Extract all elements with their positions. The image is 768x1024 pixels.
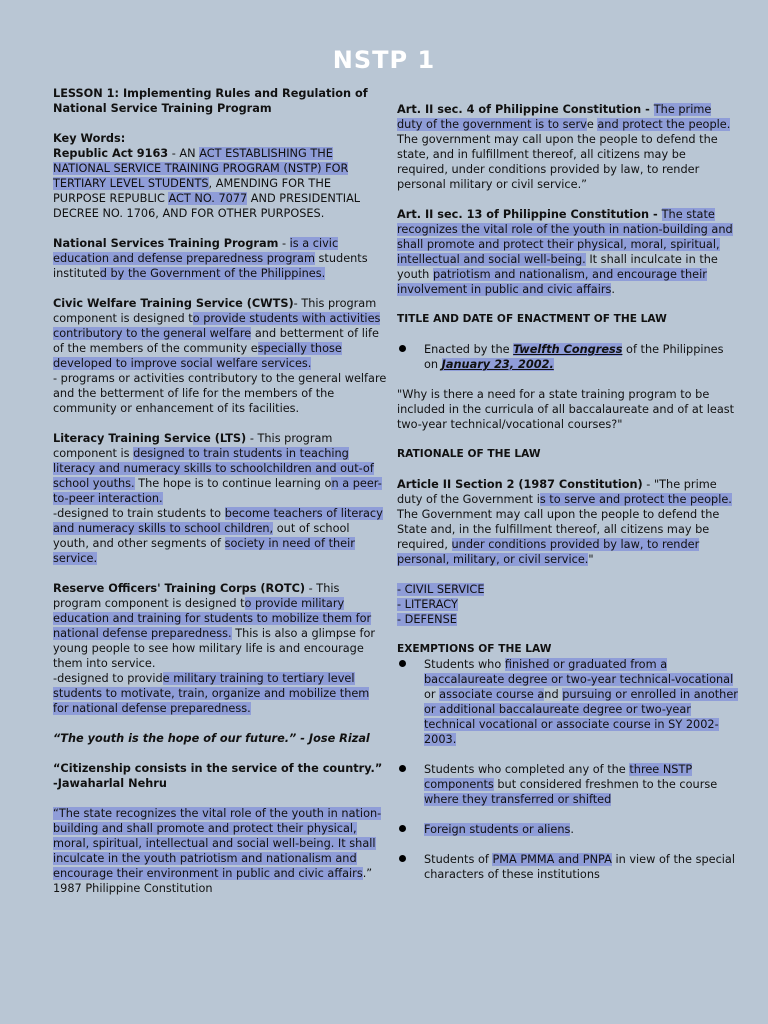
republic-act-label: Republic Act 9163 [53,147,169,160]
congress-name: Twelfth Congress [513,343,623,356]
text-segment: -designed to provid [53,672,163,685]
bullet-icon [399,660,406,667]
text-segment: Enacted by the [424,343,514,356]
text-segment: It shall inculcate in the youth [397,253,718,281]
lts-note [53,506,387,566]
exemption-item [397,657,739,747]
rotc-definition [53,581,387,671]
lts-label: Literacy Training Service (LTS) [53,432,247,445]
art2-sec13-paragraph [397,207,739,297]
highlighted-text: - CIVIL SERVICE [397,583,485,596]
republic-act-paragraph [53,146,387,221]
text-segment: nd [544,688,563,701]
text-segment: out of school youth, and other segments of [53,522,350,550]
text-segment: of the Philippines on [424,343,724,371]
highlighted-text: s to serve and protect the people. [539,493,732,506]
highlighted-text: o provide military education and training for students to mobilize them for national defense preparedness. [53,597,372,640]
highlighted-text: is a civic education and defense preparedness program [53,237,339,265]
text-segment: . [611,283,615,296]
highlighted-text: ACT NO. 7077 [168,192,248,205]
art2-sec2-paragraph [397,477,739,567]
list-item [397,582,739,597]
key-words-heading: Key Words: [53,132,126,145]
art2-sec13-label: Art. II sec. 13 of Philippine Constitution - [397,208,662,221]
highlighted-text: e military training to tertiary level students to motivate, train, organize and mobilize them for national defense preparedness. [53,672,370,715]
constitution-quote [53,806,387,896]
highlighted-text: designed to train students in teaching literacy and numeracy skills to schoolchildren and out-of school youths. [53,447,374,490]
highlighted-text: “The state recognizes the vital role of the youth in nation-building and shall promote and protect their physical, moral, spiritual, intellectual and social well-being. It shall inculcate in the youth patriotism and nationalism and encourage their environment in public and civic affairs [53,807,382,880]
highlighted-text: patriotism and nationalism, and encourage their involvement in public and civic affairs [397,268,707,296]
highlighted-text: d by the Government of the Philippines. [99,267,326,280]
text-segment: or [424,688,440,701]
lts-definition [53,431,387,506]
text-segment: and betterment of life of the members of the community e [53,327,379,355]
highlighted-text: The state recognizes the vital role of the youth in nation-building and shall promote and protect their physical, moral, spiritual, intellectual and social well-being. [397,208,733,266]
bullet-icon [399,825,406,832]
highlighted-text: specially tho [257,342,330,355]
highlighted-text: - LITERACY [397,598,458,611]
enactment-date: January 23, 2002. [441,358,554,371]
bullet-icon [399,855,406,862]
text-segment: .” 1987 Philippine Constitution [53,867,373,895]
nehru-quote: “Citizenship consists in the service of the country.” -Jawaharlal Nehru [53,762,383,790]
highlighted-text: n a peer-to-peer interaction. [53,477,382,505]
rationale-heading: RATIONALE OF THE LAW [397,448,541,460]
list-item [397,597,739,612]
exemption-item [397,762,739,807]
highlighted-text: become teachers of literacy and numeracy skills to school children, [53,507,383,535]
text-segment: This is also a glimpse for young people to see how military life is and encourage them into service. [53,627,376,670]
rizal-quote: “The youth is the hope of our future.” - Jose Rizal [53,732,370,745]
highlighted-text: PMA PMMA and PNPA [492,853,612,866]
text-segment: The Government may call upon the people to defend the State and, in the fulfillment thereof, all citizens may be required, [397,508,720,551]
highlighted-text: finished or graduated from a baccalaureate degree or two-year technical-vocational [424,658,734,686]
cwts-note: - programs or activities contributory to the general welfare and the betterment of life for the members of the community or enhancement of its facilities. [53,372,387,415]
text-segment: students institute [53,252,368,280]
bullet-icon [399,345,406,352]
highlighted-text: - DEFENSE [397,613,457,626]
text-segment: Students who [424,658,505,671]
list-item [397,612,739,627]
bullet-icon [399,765,406,772]
nstp-label: National Services Training Program [53,237,279,250]
rotc-label: Reserve Officers' Training Corps (ROTC) [53,582,306,595]
enacted-bullet [397,342,739,372]
why-question: "Why is there a need for a state training program to be included in the curricula of all baccalaureate and of at least two-year technical/vocational courses?" [397,388,735,431]
highlighted-text: pursuing or enrolled in another or additional baccalaureate degree or two-year technical vocational or associate course in SY 2002-2003. [424,688,738,746]
text-segment: The government may call upon the people to defend the state, and in fulfillment thereof, all citizens may be required, under conditions provided by law, to render personal military or civil service.” [397,133,718,191]
text-segment: Students of [424,853,493,866]
highlighted-text: where they transferred or shifted [424,793,612,806]
art2-sec4-paragraph [397,102,739,192]
highlighted-text: under conditions provided by law, to render personal, military, or civil service. [397,538,700,566]
highlighted-text: Foreign students or aliens [424,823,571,836]
text-segment: but considered freshmen to the course [493,778,718,791]
text-segment: AND PRESIDENTIAL DECREE NO. 1706, AND FOR OTHER PURPOSES. [53,192,361,220]
cwts-label: Civic Welfare Training Service (CWTS) [53,297,294,310]
highlighted-text: o provide students with activities contributory to the general welfare [53,312,381,340]
text-segment: - "The prime duty of the Government i [397,478,717,506]
art2-sec4-label: Art. II sec. 4 of Philippine Constitution - [397,103,654,116]
text-segment: , AMENDING FOR THE PURPOSE REPUBLIC [53,177,331,205]
nstp-definition [53,236,387,281]
text-segment: - AN [168,147,200,160]
cwts-definition [53,296,387,371]
text-segment: . [570,823,575,836]
text-segment: - [278,237,290,250]
highlighted-text: society in need of their service. [53,537,355,565]
text-segment: e [586,118,598,131]
text-segment: " [588,553,594,566]
highlighted-text: associate course a [439,688,545,701]
highlighted-text: and protect the people. [597,118,731,131]
text-segment: in view of the special characters of these institutions [424,853,735,881]
text-segment: The hope is to continue learning o [134,477,332,490]
highlighted-text: The prime duty of the government is to serv [397,103,712,131]
right-column [397,102,739,882]
highlighted-text: three NSTP components [424,763,693,791]
lesson-title: LESSON 1: Implementing Rules and Regulation of National Service Training Program [53,87,368,115]
exemption-item [397,852,739,882]
title-date-heading: TITLE AND DATE OF ENACTMENT OF THE LAW [397,313,667,325]
page-title: NSTP 1 [332,46,436,74]
left-column [53,86,387,896]
text-segment: Students who completed any of the [424,763,630,776]
exemption-item [397,822,739,837]
exemptions-heading: EXEMPTIONS OF THE LAW [397,643,552,655]
highlighted-text: ACT ESTABLISHING THE NATIONAL SERVICE TRAINING PROGRAM (NSTP) FOR TERTIARY LEVEL STUDENTS [53,147,349,190]
text-segment: - This program component is designed t [53,582,340,610]
text-segment: - This program component is [53,432,333,460]
text-segment: -designed to train students to [53,507,225,520]
rotc-note [53,671,387,716]
art2-sec2-label: Article II Section 2 (1987 Constitution) [397,478,643,491]
highlighted-text: se developed to improve social welfare services. [53,342,342,370]
text-segment: - This program component is designed t [53,297,377,325]
